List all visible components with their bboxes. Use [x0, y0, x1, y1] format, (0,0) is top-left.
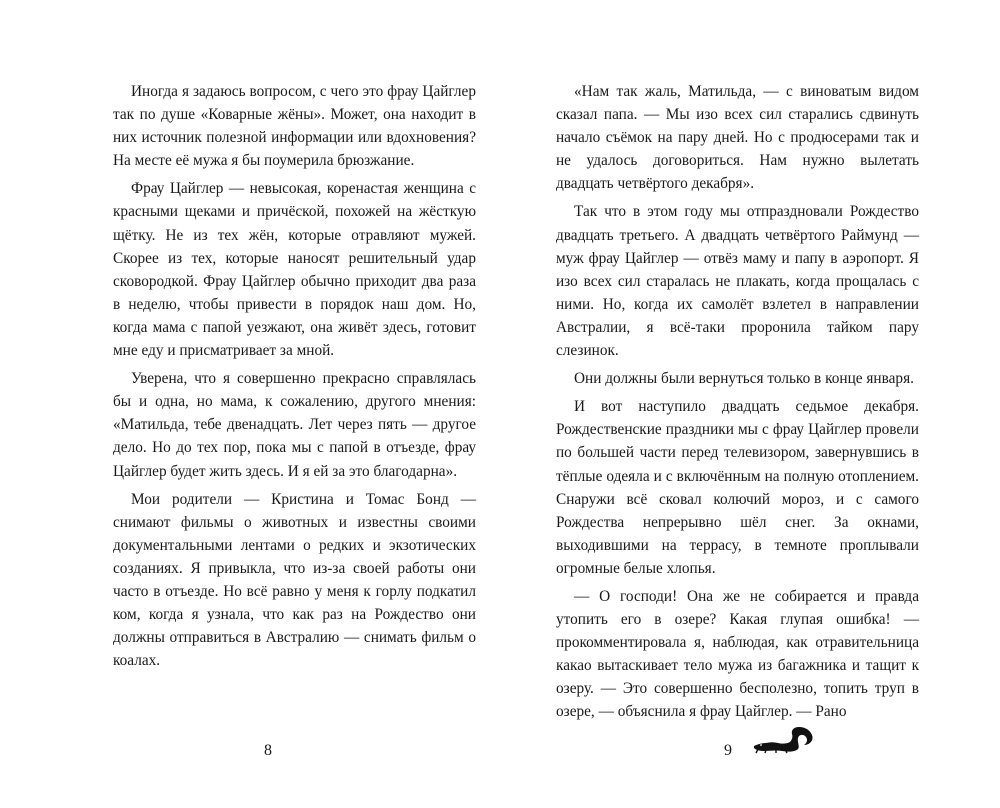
paragraph: И вот наступило двадцать седьмое декабря. Рождественские праздники мы с фрау Цайглер провели по большей части перед телевизором, завернувшись в тёплые одеяла и с включённым на полную отоплением. Снаружи всё сковал колючий мороз, и с самого Рождества непрерывно шёл снег. За окнами, выходившими на террасу, в темноте проплывали огромные белые хлопья. [556, 398, 919, 577]
paragraph: Уверена, что я совершенно прекрасно справлялась бы и одна, но мама, к сожалению, другого мнения: «Матильда, тебе двенадцать. Лет через пять — другое дело. Но до тех пор, пока мы с папой в отъезде, фрау Цайглер будет жить здесь. И я ей за это благодарна». [113, 370, 476, 480]
left-page [113, 80, 476, 672]
paragraph: Так что в этом году мы отпраздновали Рождество двадцать третьего. А двадцать четвёртого Раймунд — муж фрау Цайглер — отвёз маму и папу в аэропорт. Я изо всех сил старалась не плакать, когда прощалась с ними. Но, когда их самолёт взлетел в направлении Австралии, я всё-таки проронила тайком пару слезинок. [556, 203, 919, 360]
paragraph: Они должны были вернуться только в конце января. [574, 370, 914, 388]
squirrel-logo-icon [752, 724, 816, 754]
paragraph: Фрау Цайглер — невысокая, коренастая женщина с красными щеками и причёской, похожей на жёсткую щётку. Не из тех жён, которые отравляют мужей. Скорее из тех, которые наносят решительный удар сковородкой. Фрау Цайглер обычно приходит два раза в неделю, чтобы привести в порядок наш дом. Но, когда мама с папой уезжают, она живёт здесь, готовит мне еду и присматривает за мной. [113, 180, 476, 360]
paragraph: — О господи! Она же не собирается и правда утопить его в озере? Какая глупая ошибка! — прокомментировала я, наблюдая, как отравительница какао вытаскивает тело мужа из багажника и тащит к озеру. — Это совершенно бесполезно, топить труп в озере, — объяснила я фрау Цайглер. — Рано [556, 587, 919, 721]
page-number-right: 9 [724, 742, 732, 759]
page-number-left: 8 [264, 742, 272, 759]
paragraph: «Нам так жаль, Матильда, — с виноватым видом сказал папа. — Мы изо всех сил старались сдвинуть начало съёмок на пару дней. Но с продюсерами так и не удалось договориться. Нам нужно вылетать двадцать четвёртого декабря». [556, 83, 919, 193]
paragraph: Иногда я задаюсь вопросом, с чего это фрау Цайглер так по душе «Коварные жёны». Может, она находит в них источник полезной информации или вдохновения? На месте её мужа я бы поумерила брюзжание. [113, 83, 476, 170]
right-page [556, 80, 919, 724]
paragraph: Мои родители — Кристина и Томас Бонд — снимают фильмы о животных и известны своими документальными лентами о редких и экзотических созданиях. Я привыкла, что из-за своей работы они часто в отъезде. Но всё равно у меня к горлу подкатил ком, когда я узнала, что как раз на Рождество они должны отправиться в Австралию — снимать фильм о коалах. [113, 490, 476, 670]
